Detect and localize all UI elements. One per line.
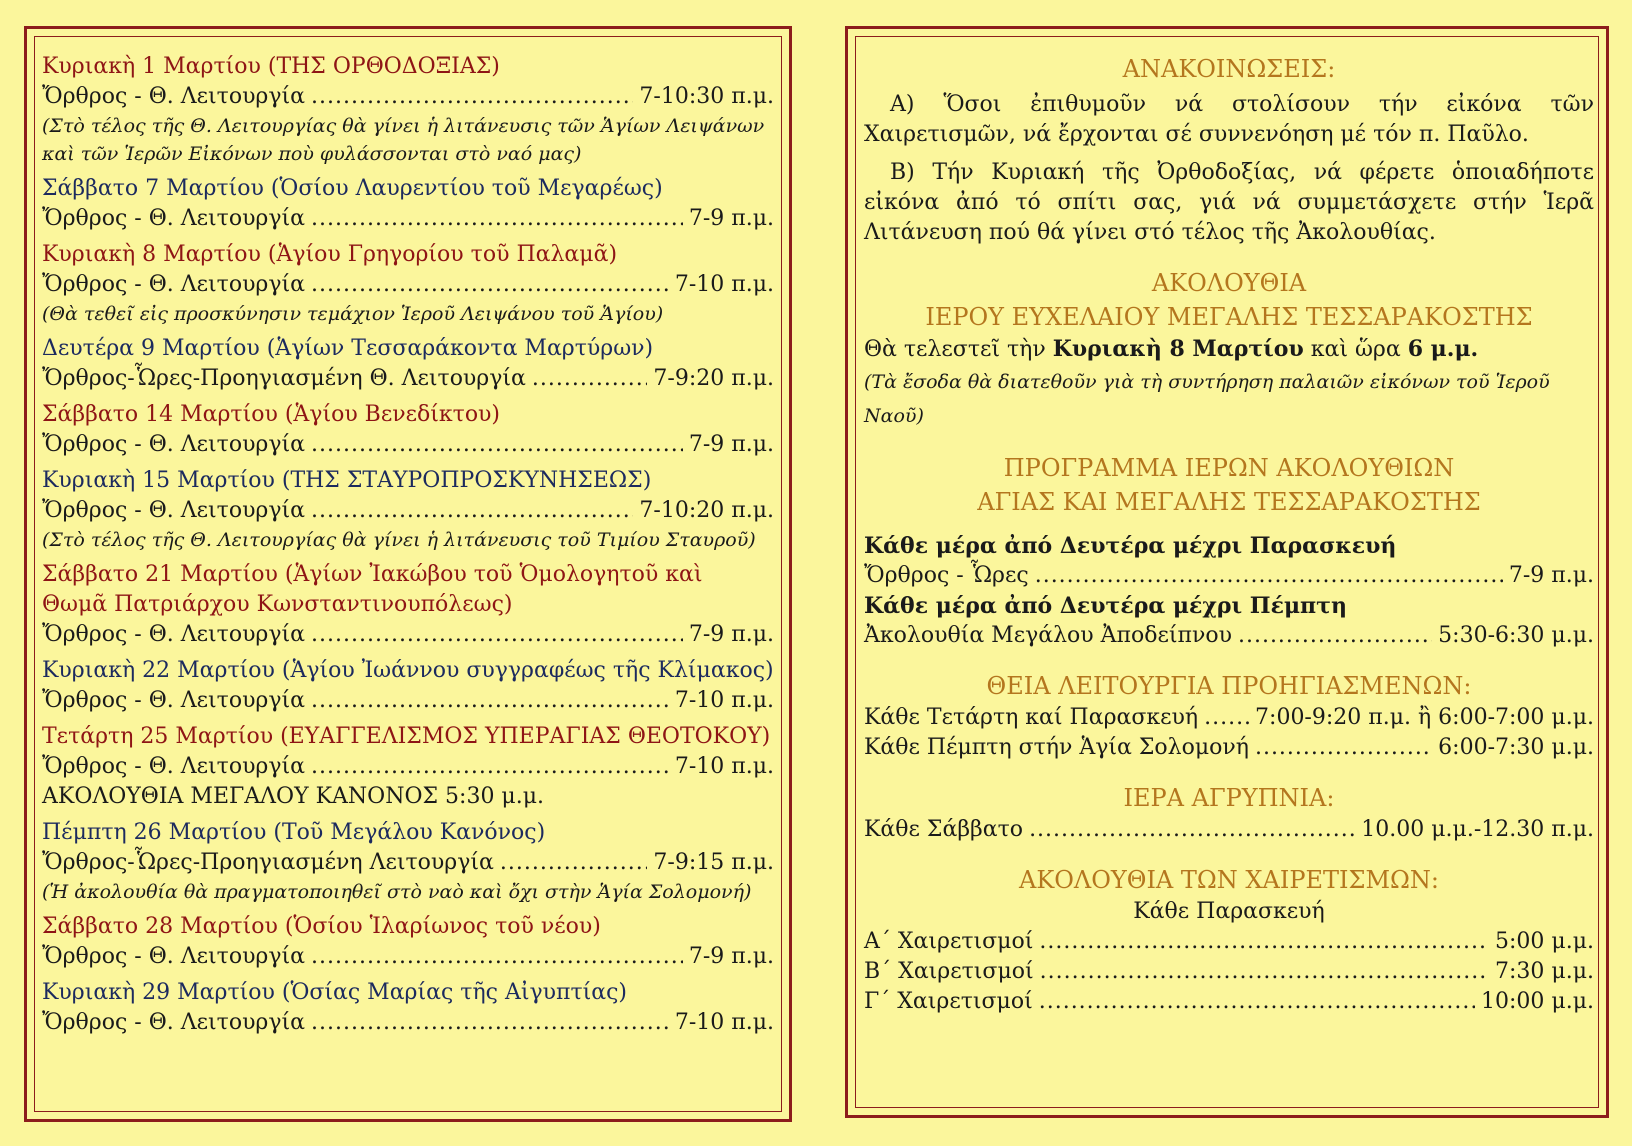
day-22	[42, 656, 774, 716]
service-row: Ὄρθρος - Θ. Λειτουργία ..... 7-9 π.μ.	[42, 620, 774, 650]
salutations-row: Α΄ Χαιρετισμοί ..... 5:00 μ.μ.	[864, 927, 1594, 957]
service-row: Ὄρθρος - Θ. Λειτουργία ..... 7-9 π.μ.	[42, 204, 774, 234]
presanctified-section	[864, 669, 1594, 763]
salutations-row: Γ΄ Χαιρετισμοί ..... 10:00 μ.μ.	[864, 987, 1594, 1017]
day-note: (Θὰ τεθεῖ εἰς προσκύνησιν τεμάχιον Ἱεροῦ Λειψάνου τοῦ Ἁγίου)	[42, 303, 664, 325]
day-1	[42, 52, 774, 168]
day-21	[42, 560, 774, 650]
euchelaion-heading-1: ΑΚΟΛΟΥΘΙΑ	[1151, 269, 1307, 297]
day-title: Σάββατο 28 Μαρτίου (Ὁσίου Ἱλαρίωνος τοῦ νέου)	[42, 914, 601, 939]
euchelaion-section	[864, 266, 1594, 433]
day-9	[42, 334, 774, 394]
announcement-a: Α) Ὅσοι ἐπιθυμοῦν νά στολίσουν τήν εἰκόνα τῶν Χαιρετισμῶν, νά ἔρχονται σέ συννενόηση μέ τόν π. Παῦλο.	[864, 92, 1594, 147]
service-row: Ὄρθρος - Θ. Λειτουργία ..... 7-10 π.μ.	[42, 270, 774, 300]
extra-service: ΑΚΟΛΟΥΘΙΑ ΜΕΓΑΛΟΥ ΚΑΝΟΝΟΣ 5:30 μ.μ.	[42, 784, 545, 809]
service-row: Ὄρθρος - Θ. Λειτουργία ..... 7-10 π.μ.	[42, 686, 774, 716]
program-row-1: Ὄρθρος - Ὧρες ..... 7-9 π.μ.	[864, 561, 1594, 591]
service-row: Ὄρθρος - Θ. Λειτουργία ..... 7-10:20 π.μ.	[42, 496, 774, 526]
day-29	[42, 978, 774, 1038]
program-sub-1: Κάθε μέρα ἀπό Δευτέρα μέχρι Παρασκευή	[864, 533, 1397, 559]
day-8	[42, 240, 774, 328]
day-title: Κυριακὴ 15 Μαρτίου (ΤΗΣ ΣΤΑΥΡΟΠΡΟΣΚΥΝΗΣΕΩΣ)	[42, 468, 652, 493]
salutations-heading: ΑΚΟΛΟΥΘΙΑ ΤΩΝ ΧΑΙΡΕΤΙΣΜΩΝ:	[1018, 866, 1440, 894]
day-title: Κυριακὴ 29 Μαρτίου (Ὁσίας Μαρίας τῆς Αἰγυπτίας)	[42, 980, 627, 1005]
presanctified-row-1: Κάθε Τετάρτη καί Παρασκευή ..... 7:00-9:20 π.μ. ἢ 6:00-7:00 μ.μ.	[864, 703, 1594, 733]
day-28	[42, 912, 774, 972]
day-7	[42, 174, 774, 234]
euchelaion-heading-2: ΙΕΡΟΥ ΕΥΧΕΛΑΙΟΥ ΜΕΓΑΛΗΣ ΤΕΣΣΑΡΑΚΟΣΤΗΣ	[925, 303, 1533, 331]
day-25	[42, 722, 774, 812]
day-title: Πέμπτη 26 Μαρτίου (Τοῦ Μεγάλου Κανόνος)	[42, 820, 546, 845]
vigil-heading: ΙΕΡΑ ΑΓΡΥΠΝΙΑ:	[1123, 784, 1335, 812]
service-row: Ὄρθρος - Θ. Λειτουργία ..... 7-10 π.μ.	[42, 1008, 774, 1038]
service-row: Ὄρθρος-Ὧρες-Προηγιασμένη Θ. Λειτουργία ..... 7-9:20 π.μ.	[42, 364, 774, 394]
day-title: Δευτέρα 9 Μαρτίου (Ἁγίων Τεσσαράκοντα Μαρτύρων)	[42, 336, 654, 361]
service-row: Ὄρθρος-Ὧρες-Προηγιασμένη Λειτουργία ..... 7-9:15 π.μ.	[42, 848, 774, 878]
euchelaion-text: Θὰ τελεστεῖ τὴν Κυριακὴ 8 Μαρτίου καὶ ὥρα 6 μ.μ.	[864, 336, 1479, 362]
service-row: Ὄρθρος - Θ. Λειτουργία ..... 7-9 π.μ.	[42, 942, 774, 972]
right-info	[864, 54, 1594, 1017]
day-26	[42, 818, 774, 906]
vigil-section	[864, 781, 1594, 845]
day-title: Κυριακὴ 1 Μαρτίου (ΤΗΣ ΟΡΘΟΔΟΞΙΑΣ)	[42, 54, 500, 79]
vigil-row: Κάθε Σάββατο ..... 10.00 μ.μ.-12.30 π.μ.	[864, 815, 1594, 845]
day-title: Σάββατο 21 Μαρτίου (Ἁγίων Ἰακώβου τοῦ Ὁμολογητοῦ καὶ Θωμᾶ Πατριάρχου Κωνσταντινουπόλεως)	[42, 562, 703, 617]
program-heading-2: ΑΓΙΑΣ ΚΑΙ ΜΕΓΑΛΗΣ ΤΕΣΣΑΡΑΚΟΣΤΗΣ	[977, 488, 1481, 516]
presanctified-row-2: Κάθε Πέμπτη στήν Ἁγία Σολομονή ..... 6:00-7:30 μ.μ.	[864, 733, 1594, 763]
presanctified-heading: ΘΕΙΑ ΛΕΙΤΟΥΡΓΙΑ ΠΡΟΗΓΙΑΣΜΕΝΩΝ:	[986, 672, 1472, 700]
euchelaion-note: (Τὰ ἔσοδα θὰ διατεθοῦν γιὰ τὴ συντήρηση παλαιῶν εἰκόνων τοῦ Ἱεροῦ Ναοῦ)	[864, 371, 1550, 427]
day-note: (Ἡ ἀκολουθία θὰ πραγματοποιηθεῖ στὸ ναὸ καὶ ὄχι στὴν Ἁγία Σολομονή)	[42, 881, 752, 903]
program-heading-1: ΠΡΟΓΡΑΜΜΑ ΙΕΡΩΝ ΑΚΟΛΟΥΘΙΩΝ	[1003, 454, 1455, 482]
salutations-sub: Κάθε Παρασκευή	[1133, 899, 1325, 924]
announcement-b: Β) Τήν Κυριακή τῆς Ὀρθοδοξίας, νά φέρετε ὁποιαδήποτε εἰκόνα ἀπό τό σπίτι σας, γιά νά συμμετάσχετε στήν Ἱερᾶ Λιτάνευση πού θά γίνει στό τέλος τῆς Ἀκολουθίας.	[864, 160, 1594, 245]
left-schedule	[42, 52, 774, 1044]
day-title: Κυριακὴ 22 Μαρτίου (Ἁγίου Ἰωάννου συγγραφέως τῆς Κλίμακος)	[42, 658, 774, 683]
day-14	[42, 400, 774, 460]
program-section	[864, 451, 1594, 651]
program-row-2: Ἀκολουθία Μεγάλου Ἀποδείπνου ..... 5:30-6:30 μ.μ.	[864, 621, 1594, 651]
service-row: Ὄρθρος - Θ. Λειτουργία ..... 7-10:30 π.μ.	[42, 82, 774, 112]
day-title: Τετάρτη 25 Μαρτίου (ΕΥΑΓΓΕΛΙΣΜΟΣ ΥΠΕΡΑΓΙΑΣ ΘΕΟΤΟΚΟΥ)	[42, 724, 771, 749]
salutations-row: Β΄ Χαιρετισμοί ..... 7:30 μ.μ.	[864, 957, 1594, 987]
day-15	[42, 466, 774, 554]
day-note: (Στὸ τέλος τῆς Θ. Λειτουργίας θὰ γίνει ἡ λιτάνευσις τοῦ Τιμίου Σταυροῦ)	[42, 529, 756, 551]
program-sub-2: Κάθε μέρα ἀπό Δευτέρα μέχρι Πέμπτη	[864, 593, 1347, 619]
announcements-heading: ΑΝΑΚΟΙΝΩΣΕΙΣ:	[1122, 55, 1336, 83]
service-row: Ὄρθρος - Θ. Λειτουργία ..... 7-9 π.μ.	[42, 430, 774, 460]
service-row: Ὄρθρος - Θ. Λειτουργία ..... 7-10 π.μ.	[42, 752, 774, 782]
day-title: Σάββατο 7 Μαρτίου (Ὁσίου Λαυρεντίου τοῦ Μεγαρέως)	[42, 176, 663, 201]
day-note: (Στὸ τέλος τῆς Θ. Λειτουργίας θὰ γίνει ἡ λιτάνευσις τῶν Ἁγίων Λειψάνων καὶ τῶν Ἱερῶν Εἰκόνων ποὺ φυλάσσονται στὸ ναό μας)	[42, 115, 765, 165]
day-title: Σάββατο 14 Μαρτίου (Ἁγίου Βενεδίκτου)	[42, 402, 501, 427]
salutations-section	[864, 863, 1594, 1017]
day-title: Κυριακὴ 8 Μαρτίου (Ἁγίου Γρηγορίου τοῦ Παλαμᾶ)	[42, 242, 618, 267]
